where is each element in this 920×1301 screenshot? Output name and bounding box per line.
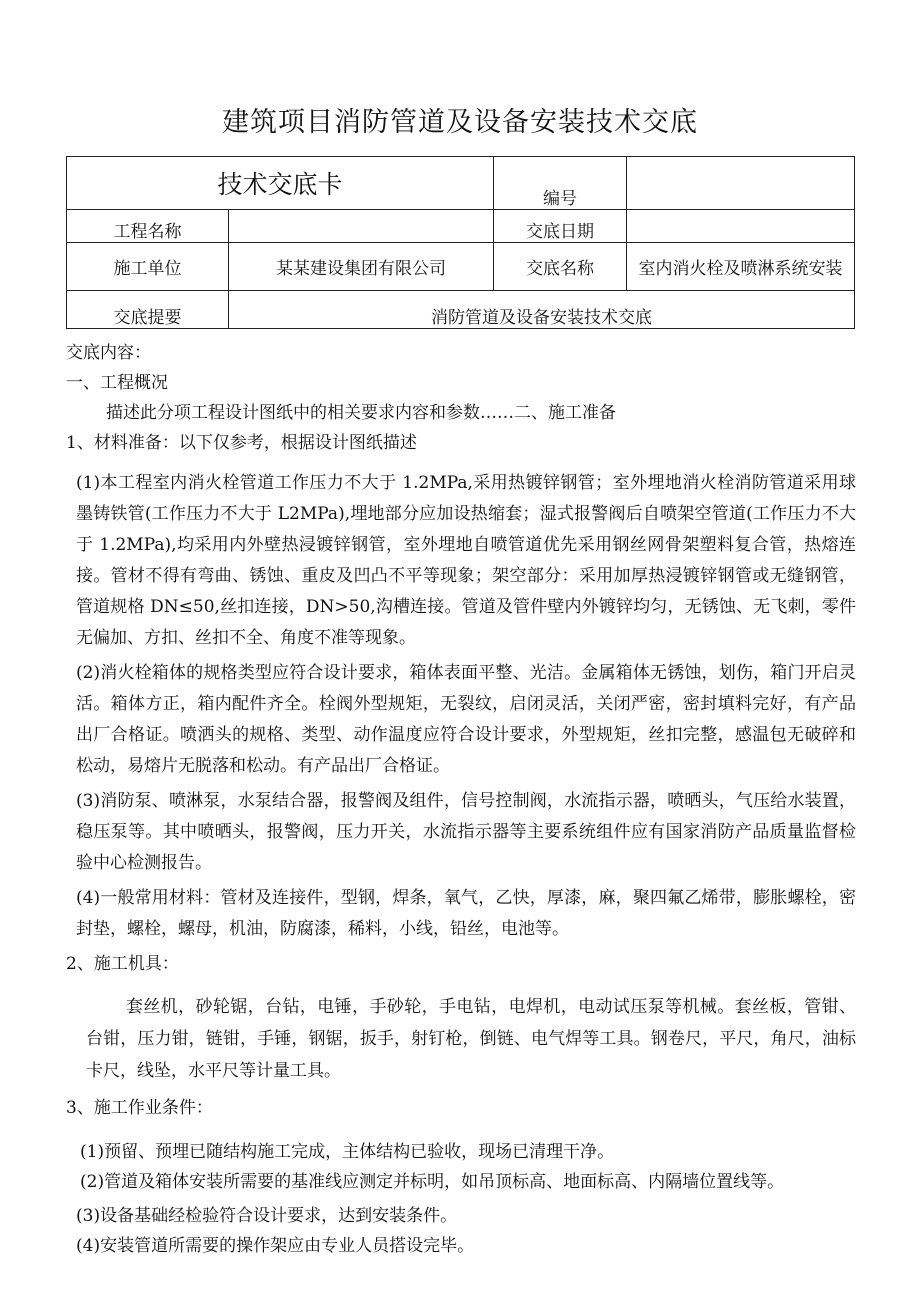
- conditions-heading: 3、施工作业条件：: [66, 1098, 213, 1118]
- unit-value: 某某建设集团有限公司: [229, 243, 494, 291]
- disclosure-name-label: 交底名称: [494, 243, 627, 291]
- number-value: [627, 157, 855, 210]
- number-label: 编号: [494, 157, 627, 210]
- materials-item: (3)消防泵、喷淋泵，水泵结合器，报警阀及组件，信号控制阀，水流指示器，喷晒头，气压给水装置，稳压泵等。其中喷晒头，报警阀，压力开关，水流指示器等主要系统组件应有国家消防产品质量监督检验中心检测报告。: [76, 791, 856, 873]
- materials-item: (1)本工程室内消火栓管道工作压力不大于 1.2MPa,采用热镀锌钢管；室外埋地消火栓消防管道采用球墨铸铁管(工作压力不大于 L2MPa),埋地部分应加设热缩套；湿式报警阀后自喷架空管道(工作压力不大于 1.2MPa),均采用内外壁热浸镀锌钢管，室外埋地自喷管道优先采用钢丝网骨架塑料复合管，热熔连接。管材不得有弯曲、锈蚀、重皮及凹凸不平等现象；架空部分：采用加厚热浸镀锌钢管或无缝钢管，管道规格 DN≤50,丝扣连接，DN>50,沟槽连接。管道及管件壁内外镀锌均匀，无锈蚀、无飞刺，零件无偏加、方扣、丝扣不全、角度不准等现象。: [76, 473, 856, 648]
- document-title: 建筑项目消防管道及设备安装技术交底: [222, 107, 698, 138]
- conditions-item: (1)预留、预埋已随结构施工完成，主体结构已验收，现场已清理干净。: [80, 1142, 615, 1162]
- tools-text: [66, 991, 856, 1087]
- card-title: 技术交底卡: [67, 157, 494, 210]
- materials-item: (4)一般常用材料：管材及连接件，型钢，焊条，氧气，乙快，厚漆，麻，聚四氟乙烯带，膨胀螺栓，密封垫，螺栓，螺母，机油，防腐漆，稀料，小线，铅丝，电池等。: [76, 888, 856, 939]
- content-heading: 交底内容：: [66, 343, 151, 363]
- date-value: [627, 210, 855, 243]
- conditions-item: (4)安装管道所需要的操作架应由专业人员搭设完毕。: [76, 1236, 475, 1256]
- materials-item: (2)消火栓箱体的规格类型应符合设计要求，箱体表面平整、光洁。金属箱体无锈蚀，划伤，箱门开启灵活。箱体方正，箱内配件齐全。栓阀外型规矩，无裂纹，启闭灵活，关闭严密，密封填料完好，有产品出厂合格证。喷洒头的规格、类型、动作温度应符合设计要求，外型规矩，丝扣完整，感温包无破碎和松动，易熔片无脱落和松动。有产品出厂合格证。: [76, 663, 856, 776]
- summary-value: 消防管道及设备安装技术交底: [229, 291, 855, 329]
- project-name-label: 工程名称: [67, 210, 229, 243]
- unit-label: 施工单位: [67, 243, 229, 291]
- disclosure-name-value: 室内消火栓及喷淋系统安装: [627, 243, 855, 291]
- date-label: 交底日期: [494, 210, 627, 243]
- section-overview-heading: 一、工程概况: [66, 373, 168, 393]
- tools-text-body: 套丝机，砂轮锯，台钻，电锤，手砂轮，手电钻，电焊机，电动试压泵等机械。套丝板，管钳、台钳，压力钳，链钳，手锤，钢锯，扳手，射钉枪，倒链、电气焊等工具。钢卷尺，平尺，角尺，油标卡尺，线坠，水平尺等计量工具。: [86, 997, 856, 1081]
- summary-label: 交底提要: [67, 291, 229, 329]
- conditions-item: (2)管道及箱体安装所需要的基准线应测定并标明，如吊顶标高、地面标高、内隔墙位置线等。: [80, 1172, 785, 1192]
- conditions-item: (3)设备基础经检验符合设计要求，达到安装条件。: [76, 1206, 458, 1226]
- disclosure-content: [66, 338, 856, 1261]
- project-name-value: [229, 210, 494, 243]
- disclosure-card-table: [66, 156, 855, 329]
- tools-heading: 2、施工机具：: [66, 954, 179, 974]
- materials-heading: 1、材料准备：以下仅参考，根据设计图纸描述: [66, 433, 417, 453]
- section-overview-text: 描述此分项工程设计图纸中的相关要求内容和参数……二、施工准备: [106, 403, 616, 423]
